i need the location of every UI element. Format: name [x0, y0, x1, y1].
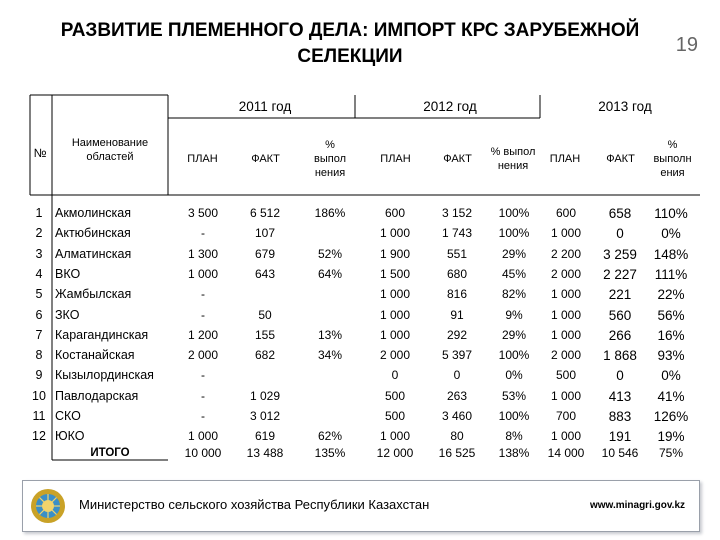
row-plan-2012: 0: [391, 368, 399, 383]
row-plan-2011: 1 300: [187, 246, 219, 261]
row-number: 4: [35, 266, 43, 281]
row-number: 11: [32, 409, 46, 423]
row-plan-2013: 2 200: [550, 246, 582, 261]
row-number: 5: [35, 287, 43, 302]
row-plan-2012: 1 000: [379, 226, 411, 241]
pct-2011-line1: %: [325, 139, 335, 151]
row-fact-2011: 50: [258, 307, 272, 322]
row-plan-2011: -: [201, 226, 205, 241]
row-number: 3: [35, 246, 43, 261]
row-region: Алматинская: [55, 246, 132, 261]
total-fact-2013: 10 546: [601, 446, 639, 460]
row-fact-2013: 191: [608, 429, 632, 445]
fact-2013-header: ФАКТ: [606, 153, 635, 165]
row-pct-2012: 0%: [505, 368, 523, 383]
row-plan-2012: 1 000: [379, 307, 411, 322]
row-fact-2013: 0: [616, 368, 624, 384]
total-plan-2011: 10 000: [184, 446, 222, 460]
pct-2011-line2: выпол: [313, 153, 346, 165]
row-fact-2011: 107: [254, 226, 276, 241]
row-plan-2013: 1 000: [550, 327, 582, 342]
total-plan-2012: 12 000: [376, 446, 414, 460]
row-fact-2012: 680: [446, 266, 468, 281]
row-fact-2011: 682: [254, 348, 276, 363]
row-fact-2011: 1 029: [249, 388, 281, 403]
row-pct-2011: 64%: [317, 266, 343, 281]
row-fact-2013: 413: [608, 388, 632, 404]
row-region: Кызылординская: [55, 368, 154, 383]
total-plan-2013: 14 000: [547, 446, 585, 460]
row-plan-2011: -: [201, 307, 205, 322]
row-plan-2011: 1 200: [187, 327, 219, 342]
row-plan-2013: 600: [555, 206, 577, 220]
year-2011-header: 2011 год: [238, 99, 292, 114]
total-pct-2011: 135%: [314, 446, 346, 460]
row-plan-2013: 1 000: [550, 388, 582, 403]
row-fact-2013: 266: [608, 327, 632, 343]
pct-2011-line3: нения: [314, 167, 346, 179]
row-plan-2012: 1 900: [379, 246, 411, 261]
row-pct-2012: 45%: [501, 266, 527, 281]
row-fact-2011: 6 512: [249, 206, 281, 220]
title-line-1: РАЗВИТИЕ ПЛЕМЕННОГО ДЕЛА: ИМПОРТ КРС ЗАРУБЕЖНОЙ: [60, 20, 640, 41]
row-pct-2012: 29%: [501, 327, 527, 342]
row-pct-2013: 111%: [654, 266, 688, 282]
row-number: 10: [32, 388, 46, 403]
total-fact-2012: 16 525: [438, 446, 476, 460]
website-link[interactable]: www.minagri.gov.kz: [589, 500, 685, 511]
row-fact-2012: 5 397: [441, 348, 473, 363]
row-pct-2012: 53%: [501, 388, 527, 403]
pct-2013-line1: %: [667, 139, 678, 151]
row-region: СКО: [55, 409, 81, 423]
row-region: Павлодарская: [55, 388, 139, 403]
num-header: №: [33, 146, 47, 160]
pct-2012-header: [484, 145, 542, 173]
row-fact-2011: 3 012: [249, 409, 281, 423]
row-plan-2013: 700: [555, 409, 577, 423]
row-fact-2012: 551: [446, 246, 468, 261]
row-plan-2013: 2 000: [550, 348, 582, 363]
row-plan-2011: 1 000: [187, 429, 219, 444]
pct-2013-line3: ения: [660, 167, 685, 179]
kazakhstan-emblem-icon: [29, 487, 67, 525]
row-fact-2012: 263: [446, 388, 468, 403]
row-plan-2012: 1 000: [379, 429, 411, 444]
row-fact-2012: 292: [446, 327, 468, 342]
row-fact-2012: 1 743: [441, 226, 473, 241]
row-pct-2013: 56%: [657, 307, 685, 323]
row-fact-2012: 3 152: [441, 206, 473, 220]
row-fact-2011: 619: [254, 429, 276, 444]
row-fact-2011: 155: [254, 327, 276, 342]
row-pct-2011: 52%: [317, 246, 343, 261]
row-plan-2012: 500: [384, 388, 406, 403]
row-plan-2011: -: [201, 409, 205, 423]
row-pct-2013: 22%: [657, 287, 685, 303]
fact-2011-header: ФАКТ: [251, 153, 280, 165]
total-fact-2011: 13 488: [246, 446, 284, 460]
year-2012-header: 2012 год: [423, 99, 477, 114]
pct-2013-header: [645, 138, 700, 180]
row-region: ЗКО: [55, 307, 80, 322]
row-plan-2011: 1 000: [187, 266, 219, 281]
row-plan-2013: 1 000: [550, 226, 582, 241]
row-pct-2013: 148%: [653, 246, 689, 262]
row-region: Актюбинская: [55, 226, 131, 241]
row-number: 6: [35, 307, 43, 322]
row-pct-2011: 62%: [317, 429, 343, 444]
row-fact-2011: 679: [254, 246, 276, 261]
row-plan-2013: 1 000: [550, 429, 582, 444]
row-region: ВКО: [55, 266, 81, 281]
row-region: Жамбылская: [55, 287, 132, 302]
row-region: Костанайская: [55, 348, 135, 363]
row-fact-2013: 2 227: [603, 266, 637, 282]
row-plan-2011: -: [201, 287, 205, 302]
row-region: Карагандинская: [55, 327, 149, 342]
row-pct-2013: 41%: [657, 388, 685, 404]
row-fact-2013: 658: [608, 206, 632, 221]
row-plan-2013: 500: [555, 368, 577, 383]
row-plan-2012: 1 000: [379, 287, 411, 302]
row-pct-2012: 100%: [498, 226, 530, 241]
row-number: 8: [35, 348, 43, 363]
row-pct-2011: 13%: [317, 327, 343, 342]
row-fact-2012: 3 460: [441, 409, 473, 423]
row-fact-2012: 80: [450, 429, 464, 444]
row-pct-2011: 186%: [314, 206, 346, 220]
total-label: ИТОГО: [90, 447, 130, 459]
ministry-name: Министерство сельского хозяйства Республики Казахстан: [79, 497, 430, 512]
row-number: 9: [35, 368, 43, 383]
row-number: 12: [32, 429, 46, 444]
row-fact-2012: 816: [446, 287, 468, 302]
row-region: Акмолинская: [55, 206, 131, 220]
total-pct-2012: 138%: [498, 446, 530, 460]
row-plan-2012: 1 500: [379, 266, 411, 281]
row-pct-2012: 82%: [501, 287, 527, 302]
total-pct-2013: 75%: [658, 446, 684, 460]
pct-2011-header: [300, 138, 360, 180]
footer-bar: [22, 480, 700, 532]
row-fact-2013: 560: [608, 307, 632, 323]
row-plan-2013: 1 000: [550, 287, 582, 302]
row-fact-2013: 221: [608, 287, 632, 303]
pct-2012-line1: % выпол: [490, 146, 536, 158]
row-plan-2012: 600: [384, 206, 406, 220]
row-plan-2012: 1 000: [379, 327, 411, 342]
title-line-2: СЕЛЕКЦИИ: [297, 46, 403, 67]
row-pct-2011: 34%: [317, 348, 343, 363]
row-fact-2012: 91: [450, 307, 464, 322]
row-pct-2013: 110%: [654, 206, 688, 221]
row-pct-2012: 8%: [505, 429, 523, 444]
row-number: 7: [35, 327, 43, 342]
year-2013-header: 2013 год: [598, 99, 652, 114]
pct-2013-line2: выполн: [653, 153, 692, 165]
row-fact-2011: 643: [254, 266, 276, 281]
plan-2013-header: ПЛАН: [549, 153, 581, 165]
row-plan-2011: 2 000: [187, 348, 219, 363]
row-plan-2012: 500: [384, 409, 406, 423]
row-plan-2011: -: [201, 368, 205, 383]
row-pct-2013: 19%: [657, 429, 685, 445]
plan-2011-header: ПЛАН: [187, 153, 218, 165]
row-fact-2013: 883: [608, 409, 632, 424]
region-header: [55, 136, 165, 164]
row-number: 2: [35, 226, 43, 241]
row-pct-2012: 100%: [498, 348, 530, 363]
row-pct-2012: 9%: [505, 307, 523, 322]
row-plan-2013: 1 000: [550, 307, 582, 322]
row-pct-2013: 16%: [657, 327, 685, 343]
row-plan-2011: -: [201, 388, 205, 403]
row-pct-2013: 0%: [661, 226, 681, 242]
region-header-line2: областей: [86, 151, 134, 163]
row-fact-2013: 1 868: [603, 348, 637, 364]
row-pct-2013: 93%: [657, 348, 685, 364]
plan-2012-header: ПЛАН: [380, 153, 411, 165]
page-number: 19: [675, 34, 698, 56]
pct-2012-line2: нения: [497, 160, 529, 172]
row-plan-2013: 2 000: [550, 266, 582, 281]
row-pct-2012: 100%: [498, 206, 530, 220]
row-pct-2012: 100%: [498, 409, 530, 423]
row-pct-2012: 29%: [501, 246, 527, 261]
row-number: 1: [35, 206, 43, 220]
row-region: ЮКО: [55, 429, 85, 444]
row-fact-2013: 0: [616, 226, 624, 242]
row-pct-2013: 0%: [661, 368, 681, 384]
region-header-line1: Наименование: [71, 137, 149, 149]
row-fact-2013: 3 259: [603, 246, 637, 262]
row-pct-2013: 126%: [653, 409, 689, 424]
row-plan-2012: 2 000: [379, 348, 411, 363]
row-fact-2012: 0: [453, 368, 461, 383]
fact-2012-header: ФАКТ: [443, 153, 472, 165]
row-plan-2011: 3 500: [187, 206, 219, 220]
